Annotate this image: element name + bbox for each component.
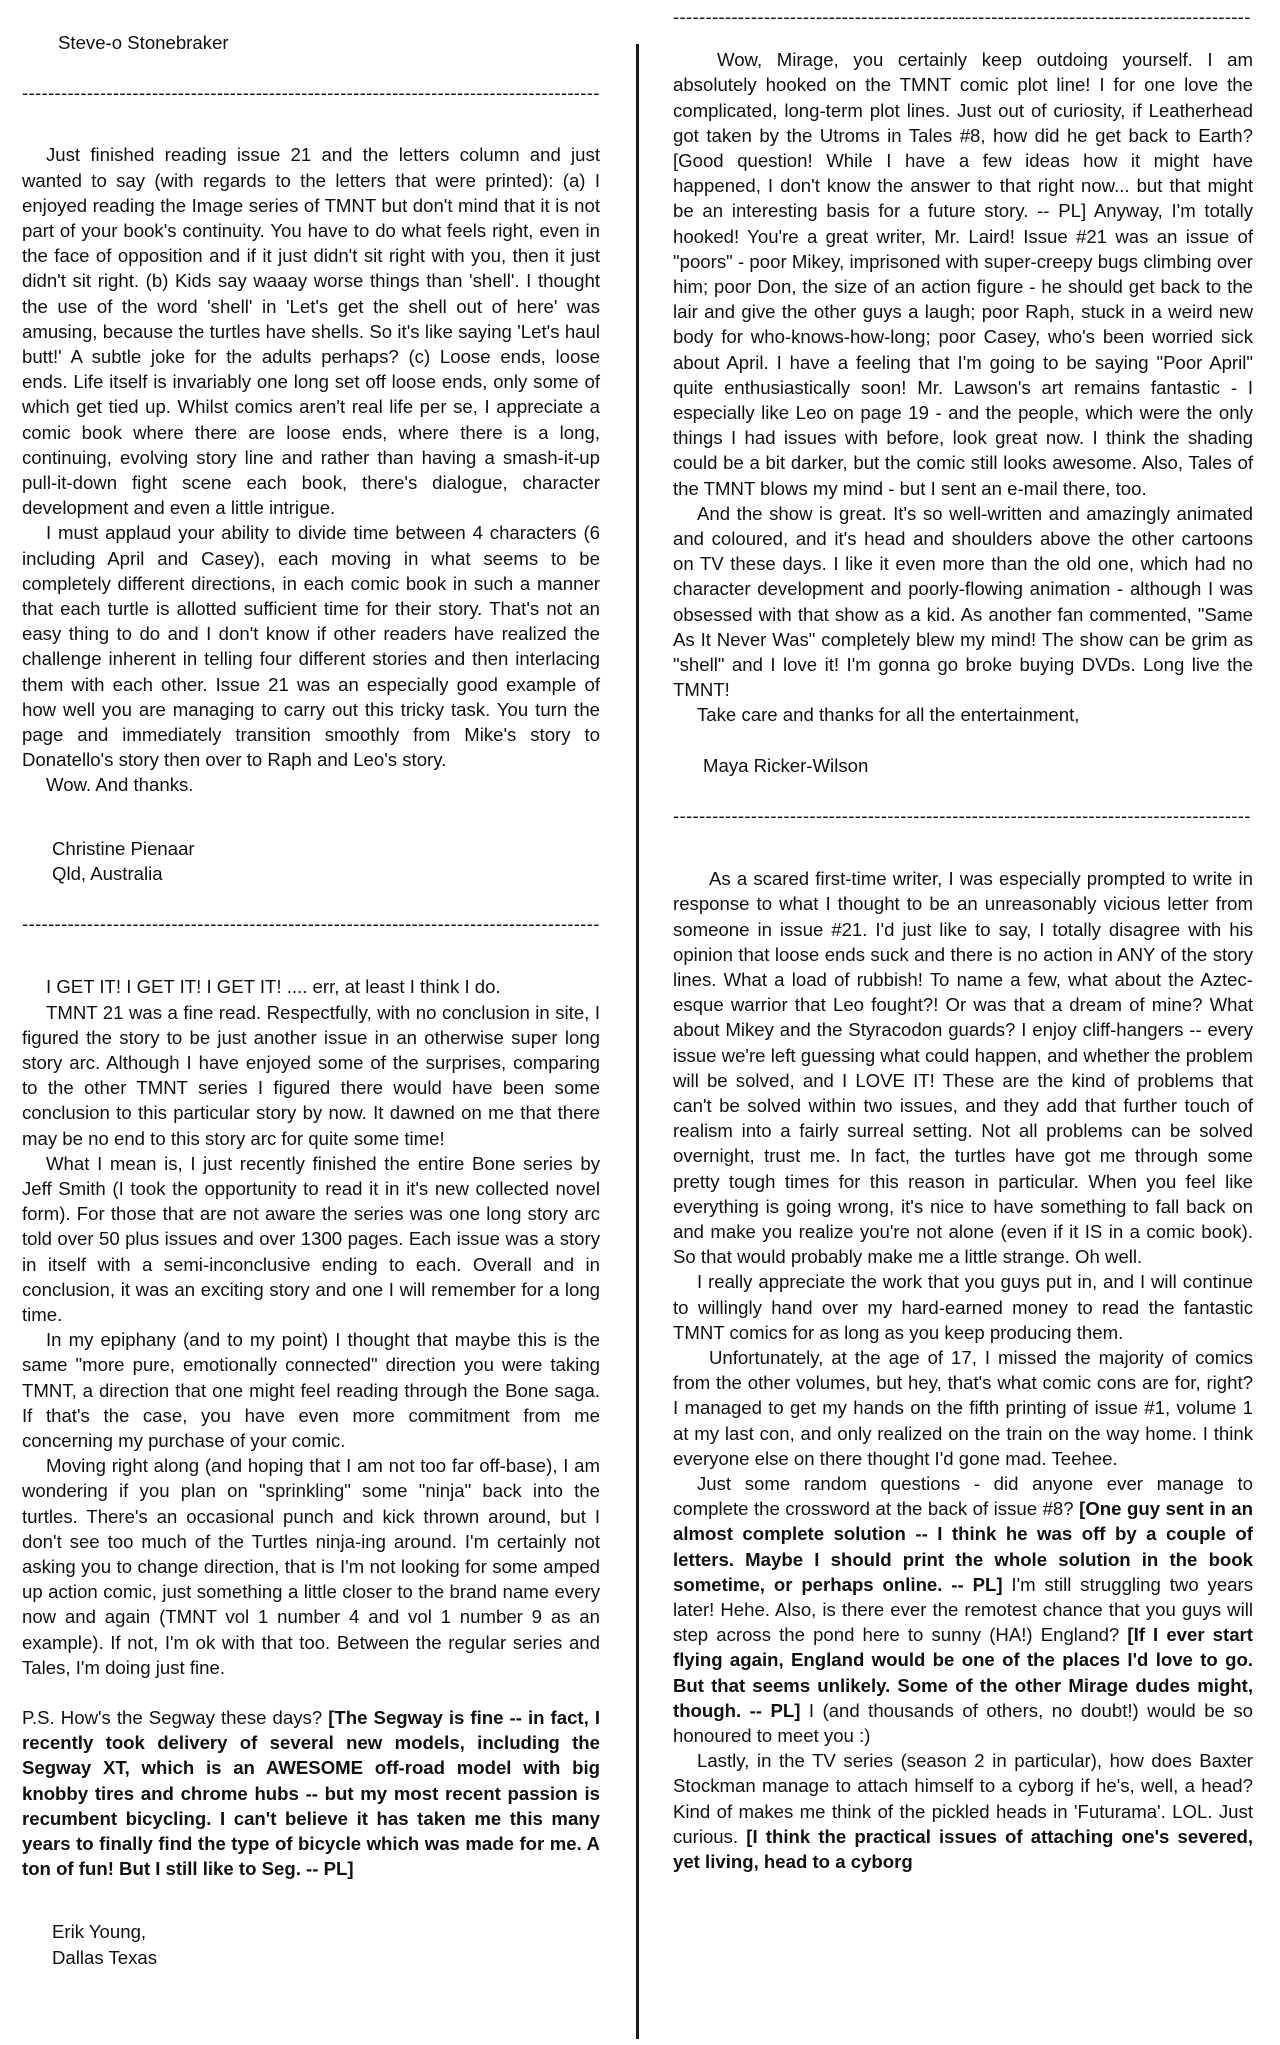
question-text: Just some random questions - did anyone ever manage to complete the crossword at the back of issue #8? — [673, 1472, 1253, 1520]
paragraph: What I mean is, I just recently finished the entire Bone series by Jeff Smith (I took the opportunity to read it in it's new collected novel form). For those that are not aware the series was one long story arc told over 50 plus issues and over 1300 pages. Each issue was a story in itself with a semi-inconclusive ending to each. Overall and in conclusion, it was an exciting story and one I will remember for a long time. — [22, 1152, 600, 1325]
left-column — [22, 30, 600, 1970]
editor-reply: [The Segway is fine -- in fact, I recently took delivery of several new models, including the Segway XT, which is an AWESOME off-road model with big knobby tires and chrome hubs -- but my most recent passion is recumbent bicycling. I can't believe it has taken me this many years to finally find the type of bicycle which was made for me. A ton of fun! But I still like to Seg. -- PL] — [22, 1706, 600, 1880]
postscript — [22, 1705, 600, 1881]
paragraph — [673, 1748, 1253, 1874]
paragraph: Wow, Mirage, you certainly keep outdoing yourself. I am absolutely hooked on the TMNT comic plot line! I for one love the complicated, long-term plot lines. Just out of curiosity, if Leatherhead got taken by the Utroms in Tales #8, how did he get back to Earth? [Good question! While I have a few ideas how it might have happened, I don't know the answer to that right now... but that might be an interesting basis for a future story. -- PL] Anyway, I'm totally hooked! You're a great writer, Mr. Laird! Issue #21 was an issue of "poors" - poor Mikey, imprisoned with super-creepy bugs climbing over him; poor Don, the size of an action figure - he should get back to the lair and give the other guys a laugh; poor Raph, stuck in a weird new body for who-knows-how-long; poor Casey, who's been worried sick about April. I have a feeling that I'm going to be saying "Poor April" quite enthusiastically soon! Mr. Lawson's art remains fantastic - I especially like Leo on page 19 - and the people, which were the only things I had issues with before, look great now. I think the shading could be a bit darker, but the comic still looks awesome. Also, Tales of the TMNT blows my mind - but I sent an e-mail there, too. — [673, 49, 1253, 499]
paragraph: I GET IT! I GET IT! I GET IT! .... err, at least I think I do. — [46, 976, 501, 998]
editor-reply: [I think the practical issues of attaching one's severed, yet living, head to a cyborg — [673, 1825, 1253, 1873]
paragraph: Just finished reading issue 21 and the letters column and just wanted to say (with regards to the letters that were printed): (a) I enjoyed reading the Image series of TMNT but don't mind that it is not part of your book's continuity. You have to do what feels right, even in the face of opposition and if it just didn't sit right with you, then it just didn't sit right. (b) Kids say waaay worse things than 'shell'. I thought the use of the word 'shell' in 'Let's get the shell out of here' was amusing, because the turtles have shells. So it's like saying 'Let's haul butt!' A subtle joke for the adults perhaps? (c) Loose ends, loose ends. Life itself is invariably one long set off loose ends, only some of which get tied up. Whilst comics aren't real life per se, I appreciate a comic book where there are loose ends, where there is a long, continuing, evolving story line and rather than having a smash-it-up pull-it-down fight scene each book, there's dialogue, character development and even a little intrigue. — [22, 144, 600, 519]
postscript-question: P.S. How's the Segway these days? — [22, 1706, 323, 1728]
paragraph: Take care and thanks for all the entertainment, — [697, 704, 1080, 726]
signature-place: Dallas Texas — [52, 1946, 158, 1968]
question-text: Lastly, in the TV series (season 2 in particular), how does Baxter Stockman manage to attach himself to a cyborg if he's, well, a head? Kind of makes me think of the pickled heads in 'Futurama'. LOL. Just curious. — [673, 1750, 1253, 1847]
signature-name: Christine Pienaar — [52, 837, 195, 859]
separator: ----------------------------------------------------------------------------------------- — [673, 804, 1251, 826]
signature-steve-o: Steve-o Stonebraker — [58, 32, 229, 53]
column-divider — [636, 44, 639, 2039]
editor-reply: [One guy sent in an almost complete solution -- I think he was off by a couple of letters. Maybe I should print the whole solution in the book sometime, or perhaps online. -- PL] — [673, 1498, 1253, 1595]
question-text: I'm still struggling two years later! Hehe. Also, is there ever the remotest chance that you guys will step across the pond here to sunny (HA!) England? — [673, 1573, 1254, 1646]
signature-name: Erik Young, — [52, 1921, 147, 1943]
editor-reply: [If I ever start flying again, England would be one of the places I'd love to go. But that seems unlikely. Some of the other Mirage dudes might, though. -- PL] — [673, 1624, 1253, 1721]
separator: ----------------------------------------------------------------------------------------- — [673, 6, 1251, 27]
paragraph: I really appreciate the work that you guys put in, and I will continue to willingly hand over my hard-earned money to read the fantastic TMNT comics for as long as you keep producing them. — [673, 1271, 1253, 1343]
paragraph: I must applaud your ability to divide time between 4 characters (6 including April and Casey), each moving in what seems to be completely different directions, in each comic book in such a manner that each turtle is allotted sufficient time for their story. That's not an easy thing to do and I don't know if other readers have realized the challenge inherent in telling four different stories and then interlacing them with each other. Issue 21 was an especially good example of how well you are managing to carry out this tricky task. You turn the page and immediately transition smoothly from Mike's story to Donatello's story then over to Raph and Leo's story. — [22, 522, 600, 771]
signature-name: Maya Ricker-Wilson — [703, 754, 869, 776]
paragraph: Unfortunately, at the age of 17, I missed the majority of comics from the other volumes, but hey, that's what comic cons are for, right? I managed to get my hands on the fifth printing of issue #1, volume 1 at my last con, and only realized on the train on the way home. I think everyone else on there thought I'd gone mad. Teehee. — [673, 1346, 1253, 1469]
paragraph: TMNT 21 was a fine read. Respectfully, with no conclusion in site, I figured the story to be just another issue in an otherwise super long story arc. Although I have enjoyed some of the surprises, comparing to the other TMNT series I figured there would have been some conclusion to this particular story by now. It dawned on me that there may be no end to this story arc for quite some time! — [22, 1001, 600, 1149]
letter-maya — [673, 47, 1253, 778]
paragraph: As a scared first-time writer, I was especially prompted to write in response to what I thought to be an unreasonably vicious letter from someone in issue #21. I'd just like to say, I totally disagree with his opinion that loose ends suck and there is no action in ANY of the story lines. What a load of rubbish! To name a few, what about the Aztec-esque warrior that Leo fought?! Or was that a dream of mine? What about Mikey and the Styracodon guards? I enjoy cliff-hangers -- every issue we're left guessing what could happen, and whether the problem will be solved, and I LOVE IT! These are the kind of problems that can't be solved within two issues, and they add that further touch of realism into a fairly surreal setting. Not all problems can be solved overnight, trust me. In fact, the turtles have got me through some pretty tough times for this reason in particular. When you feel like everything is going wrong, it's nice to have something to fall back on and make you realize you're not alone (even if it IS in a comic book). So that would probably make me a little strange. Oh well. — [673, 868, 1253, 1268]
signature-place: Qld, Australia — [52, 862, 163, 884]
paragraph: In my epiphany (and to my point) I thought that maybe this is the same "more pure, emotionally connected" direction you were taking TMNT, a direction that one might feel reading through the Bone saga. If that's the case, you have even more commitment from me concerning my purchase of your comic. — [22, 1329, 600, 1451]
paragraph: Wow. And thanks. — [46, 774, 194, 796]
letter-first-time-writer — [673, 866, 1253, 1874]
letter-erik — [22, 974, 600, 1970]
letter-christine — [22, 142, 600, 886]
separator: ----------------------------------------------------------------------------------------- — [22, 82, 600, 104]
right-column — [673, 4, 1253, 1874]
closing-text: I (and thousands of others, no doubt!) would be so honoured to meet you :) — [673, 1699, 1253, 1746]
separator: ----------------------------------------------------------------------------------------- — [22, 913, 600, 935]
paragraph: Moving right along (and hoping that I am not too far off-base), I am wondering if you plan on "sprinkling" some "ninja" back into the turtles. There's an occasional punch and kick thrown around, but I don't see too much of the Turtles ninja-ing around. I'm certainly not asking you to change direction, that is I'm not looking for some amped up action comic, just something a little closer to the brand name every now and again (TMNT vol 1 number 4 and vol 1 number 9 as an example). If not, I'm ok with that too. Between the regular series and Tales, I'm doing just fine. — [22, 1455, 600, 1678]
paragraph: And the show is great. It's so well-written and amazingly animated and coloured, and it's head and shoulders above the other cartoons on TV these days. I like it even more than the old one, which had no character development and poorly-flowing animation - although I was obsessed with that show as a kid. As another fan commented, "Same As It Never Was" completely blew my mind! The show can be grim as "shell" and I love it! I'm gonna go broke buying DVDs. Long live the TMNT! — [673, 502, 1253, 701]
paragraph — [673, 1471, 1253, 1748]
